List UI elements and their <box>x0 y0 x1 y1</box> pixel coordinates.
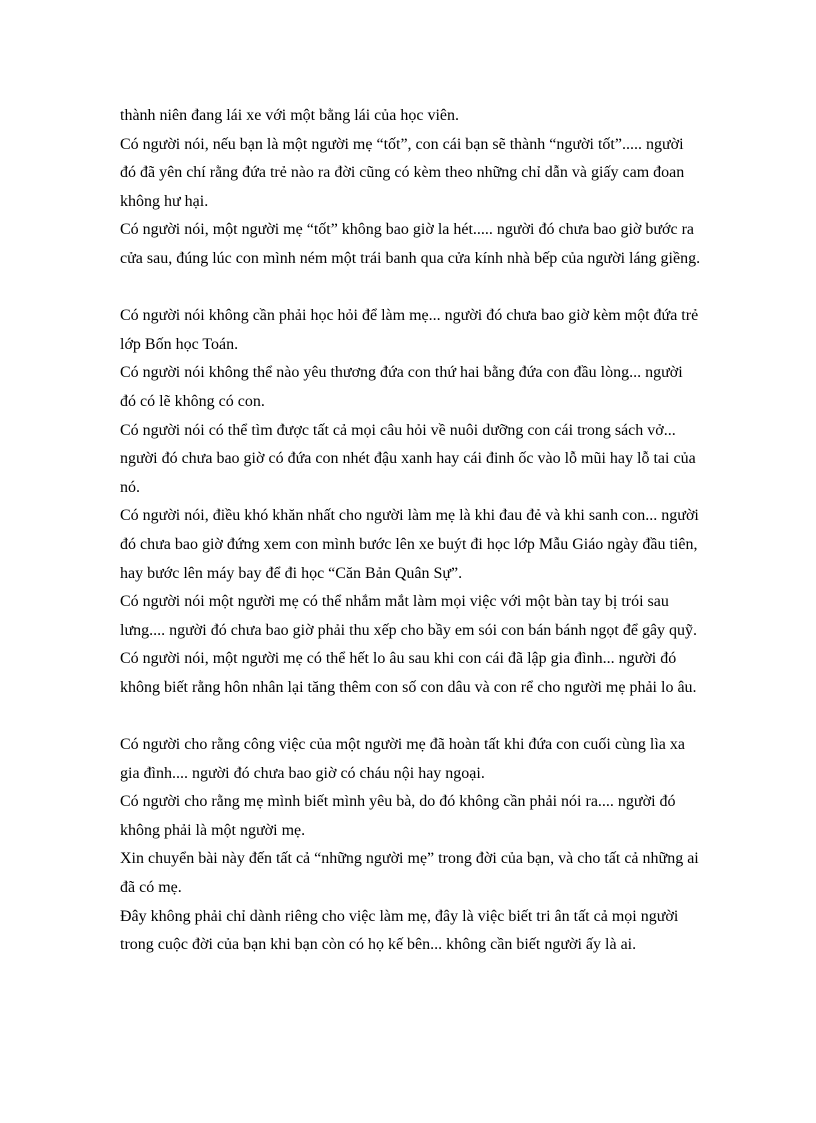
text-line: cửa sau, đúng lúc con mình ném một trái banh qua cửa kính nhà bếp của người láng giềng. <box>120 249 701 267</box>
text-line: không phải là một người mẹ. <box>120 821 306 839</box>
text-line: nó. <box>120 478 140 496</box>
text-line: Có người cho rằng công việc của một người mẹ đã hoàn tất khi đứa con cuối cùng lìa xa <box>120 736 686 754</box>
text-line: người đó chưa bao giờ có đứa con nhét đậu xanh hay cái đinh ốc vào lỗ mũi hay lỗ tai của <box>120 450 696 468</box>
text-line: không hư hại. <box>120 192 209 210</box>
text-line: Đây không phải chỉ dành riêng cho việc làm mẹ, đây là việc biết tri ân tất cả mọi người <box>120 907 679 925</box>
text-line: Có người nói, một người mẹ “tốt” không bao giờ la hét..... người đó chưa bao giờ bước ra <box>120 221 695 239</box>
text-line: Xin chuyển bài này đến tất cả “những người mẹ” trong đời của bạn, và cho tất cả những ai <box>120 850 699 868</box>
text-line: lớp Bốn học Toán. <box>120 335 239 353</box>
text-line: Có người nói không thể nào yêu thương đứa con thứ hai bằng đứa con đầu lòng... người <box>120 364 683 382</box>
text-line: Có người nói, điều khó khăn nhất cho người làm mẹ là khi đau đẻ và khi sanh con... người <box>120 507 699 525</box>
text-line: không biết rằng hôn nhân lại tăng thêm con số con dâu và con rể cho người mẹ phải lo âu. <box>120 678 697 696</box>
text-line: Có người nói, nếu bạn là một người mẹ “tốt”, con cái bạn sẽ thành “người tốt”..... người <box>120 135 684 153</box>
paragraph-gap <box>120 702 720 731</box>
text-line: trong cuộc đời của bạn khi bạn còn có họ kế bên... không cần biết người ấy là ai. <box>120 936 637 954</box>
text-line: đó có lẽ không có con. <box>120 392 265 410</box>
text-line: Có người nói không cần phải học hỏi để làm mẹ... người đó chưa bao giờ kèm một đứa trẻ <box>120 307 699 325</box>
paragraph-gap <box>120 274 720 303</box>
text-line: đã có mẹ. <box>120 879 182 897</box>
text-line: hay bước lên máy bay để đi học “Căn Bản Quân Sự”. <box>120 564 463 582</box>
text-line: đó đã yên chí rằng đứa trẻ nào ra đời cũng có kèm theo những chỉ dẫn và giấy cam đoan <box>120 164 685 182</box>
document-body <box>120 102 720 960</box>
text-line: Có người nói một người mẹ có thể nhắm mắt làm mọi việc với một bàn tay bị trói sau <box>120 593 669 611</box>
text-line: gia đình.... người đó chưa bao giờ có cháu nội hay ngoại. <box>120 764 485 782</box>
text-line: đó chưa bao giờ đứng xem con mình bước lên xe buýt đi học lớp Mẫu Giáo ngày đầu tiên, <box>120 535 698 553</box>
text-line: thành niên đang lái xe với một bằng lái của học viên. <box>120 107 460 124</box>
text-line: Có người nói, một người mẹ có thể hết lo âu sau khi con cái đã lập gia đình... người đó <box>120 650 677 668</box>
text-line: Có người cho rằng mẹ mình biết mình yêu bà, do đó không cần phải nói ra.... người đó <box>120 793 676 811</box>
text-line: Có người nói có thể tìm được tất cả mọi câu hỏi về nuôi dưỡng con cái trong sách vở... <box>120 421 676 439</box>
text-line: lưng.... người đó chưa bao giờ phải thu xếp cho bầy em sói con bán bánh ngọt để gây quỹ. <box>120 621 698 639</box>
